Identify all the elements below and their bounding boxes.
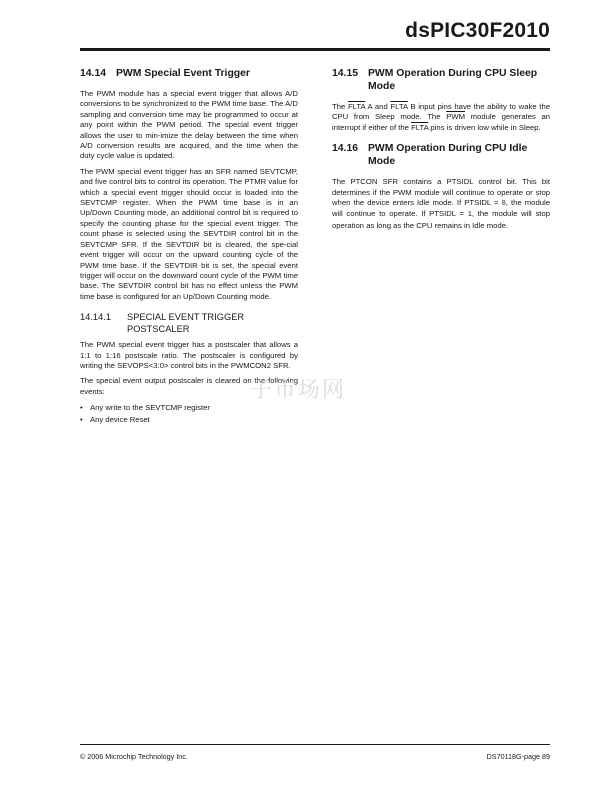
right-column [332, 67, 550, 236]
section-14-16-heading [332, 142, 550, 168]
subsection-number: 14.14.1 [80, 312, 112, 323]
section-14-15-heading [332, 67, 550, 93]
section-title: PWM Special Event Trigger [116, 68, 250, 79]
code-value: 0 [501, 200, 506, 209]
footer-copyright: © 2006 Microchip Technology Inc. [80, 752, 188, 761]
overlined-signal: FLTA [411, 122, 429, 132]
list-item [80, 414, 298, 426]
section-14-14-heading [80, 67, 298, 80]
event-list [80, 402, 298, 426]
text-run: The [332, 102, 348, 111]
text-run: module generates an interrupt if either of the [332, 112, 551, 132]
footer-rule [80, 744, 550, 745]
header-rule [80, 48, 550, 51]
section-14-14-1-heading [80, 311, 298, 335]
text-run: pins is driven low while in Sleep. [428, 122, 541, 132]
subsection-title-line2: POSTSCALER [127, 324, 190, 335]
section-14-16-paragraph [332, 177, 550, 231]
section-title [368, 142, 527, 168]
section-title-line2: Mode [368, 81, 396, 92]
section-title-line2: Mode [368, 156, 396, 168]
section-number: 14.16 [332, 143, 359, 155]
section-14-14-paragraph-1: The PWM module has a special event trigger that allows A/D conversions to be synchronized to the PWM time base. The A/D sampling and conversion time may be programmed to occur at any point within the PWM period. The special event trigger allows the user to min-imize the delay between the time when A/D conversion results are acquired, and the time when the duty cycle value is updated. [80, 89, 298, 161]
text-run: B input pins have the ability to wake the CPU from Sleep mode. The [332, 102, 550, 122]
overlined-signal: $\overline{PWM}$ [446, 112, 465, 122]
text-run: A and [365, 102, 391, 111]
text-run: , the module will continue to operate. If PTSIDL = [332, 198, 550, 219]
footer-page-number: DS70118G-page 89 [486, 752, 550, 761]
section-14-14-1-paragraph-2: The special event output postscaler is cleared on the following events: [80, 376, 298, 396]
subsection-title-line1: SPECIAL EVENT TRIGGER [127, 312, 245, 323]
bullet-icon: • [80, 415, 83, 425]
section-14-14-1-paragraph-1: The PWM special event trigger has a postscaler that allows a 1:1 to 1:16 postscale ratio. The postscaler is configured by writing the SEVOPS<3:0> control bits in the PWMCON2 SFR. [80, 340, 298, 370]
overlined-signal: FLTA [390, 102, 408, 111]
section-title [368, 67, 537, 93]
section-14-14-paragraph-2: The PWM special event trigger has an SFR named SEVTCMP, and five control bits to control its operation. The PTMR value for which a special event trigger should occur is loaded into the SEVTCMP register. When the PWM time base is in an Up/Down Counting mode, an additional control bit is required to specify the counting phase for the special event trigger. The count phase is selected using the SEVTDIR control bit in the SEVTCMP SFR. If the SEVTDIR bit is cleared, the spe-cial event trigger will occur on the upward counting cycle of the PWM time base. If the SEVTDIR bit is set, the special event trigger will occur on the downward count cycle of the PWM time base. The SEVTDIR control bit has no effect unless the PWM time base is configured for an Up/Down Counting mode. [80, 166, 298, 301]
document-title: dsPIC30F2010 [405, 19, 550, 42]
code-value: 1 [467, 211, 472, 220]
list-item-text: Any device Reset [90, 415, 150, 425]
section-14-15-paragraph [332, 102, 550, 133]
section-number: 14.14 [80, 68, 107, 79]
text-run: The PTCON SFR contains a PTSIDL control bit. This bit determines if the PWM module will continue to operate or stop when the device enters Idle mode. If PTSIDL = [332, 177, 550, 208]
watermark: 子市场网 [250, 378, 347, 403]
list-item-text: Any write to the SEVTCMP register [90, 403, 210, 413]
subsection-title [127, 311, 244, 335]
bullet-icon: • [80, 403, 83, 413]
section-number: 14.15 [332, 68, 359, 79]
section-title-line1: PWM Operation During CPU Idle [368, 143, 528, 155]
section-title-line1: PWM Operation During CPU Sleep [368, 68, 538, 79]
text-run: , the module will stop operation as long as the CPU remains in Idle mode. [332, 209, 550, 230]
overlined-signal: FLTA [347, 102, 366, 111]
